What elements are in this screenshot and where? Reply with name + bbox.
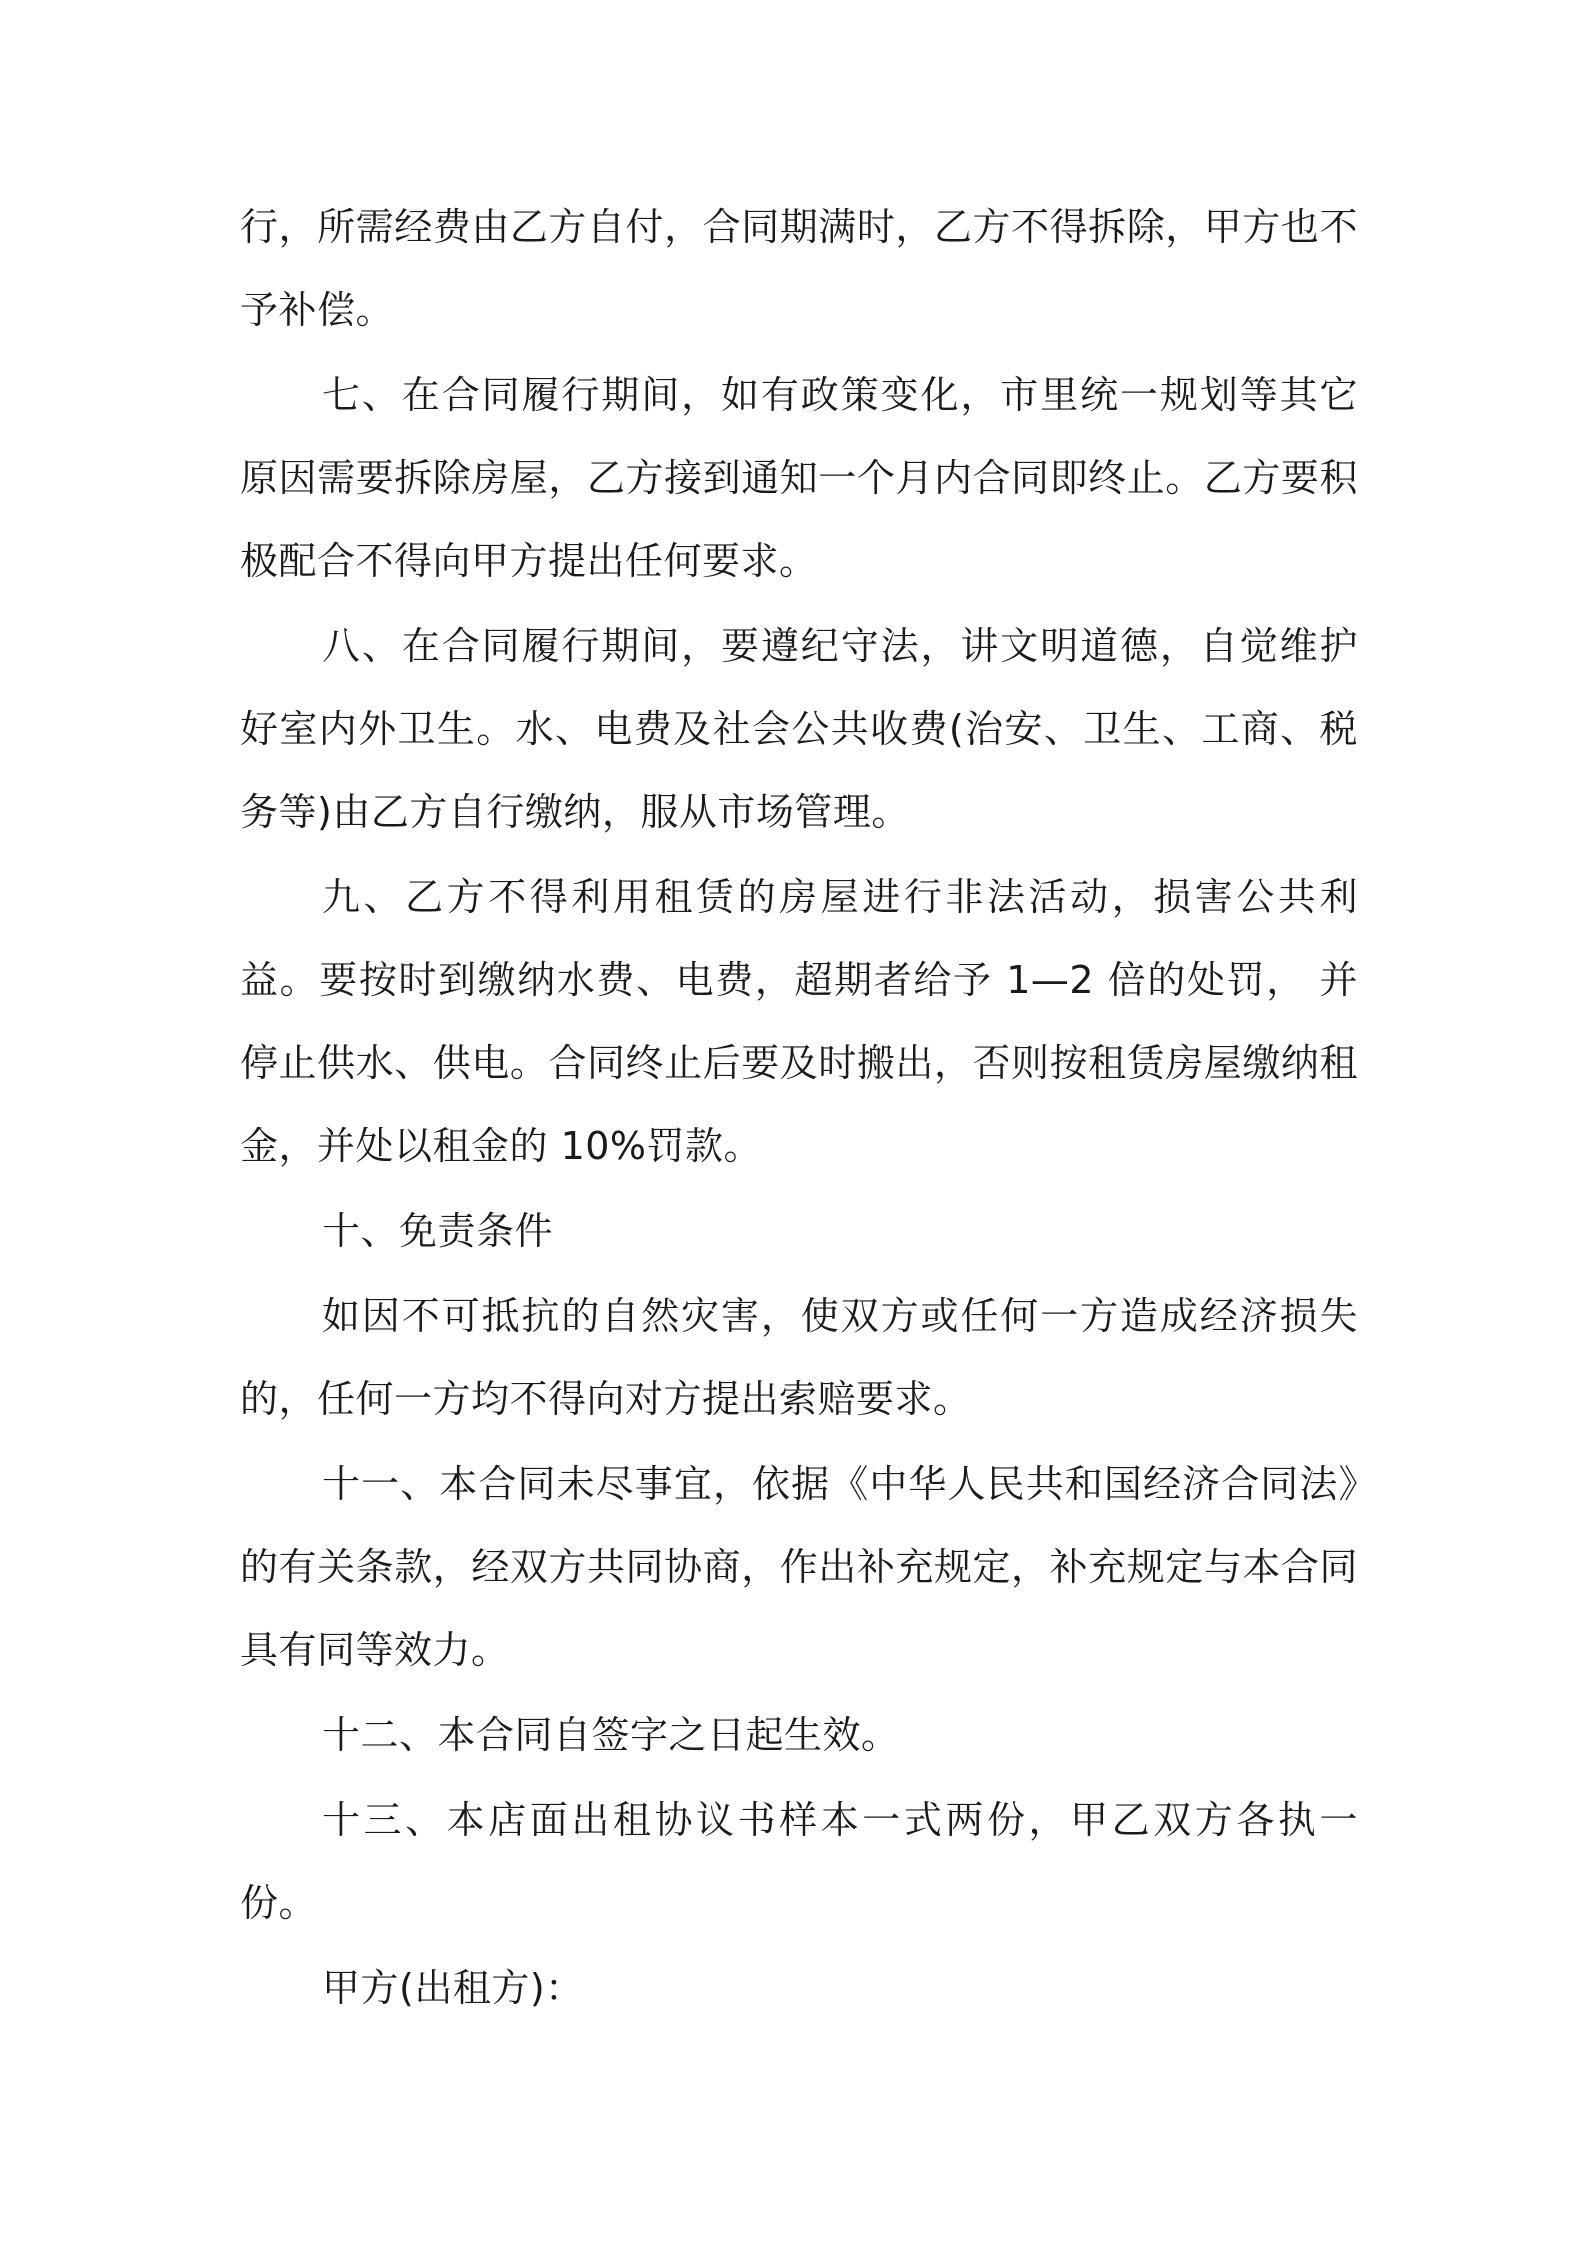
clause-10-force-majeure: 如因不可抵抗的自然灾害，使双方或任何一方造成经济损失的，任何一方均不得向对方提出索赔要求。: [240, 1294, 1358, 1421]
clause-7-policy-change: 七、在合同履行期间，如有政策变化，市里统一规划等其它原因需要拆除房屋，乙方接到通知一个月内合同即终止。乙方要积极配合不得向甲方提出任何要求。: [240, 373, 1358, 583]
clause-13-copies: 十三、本店面出租协议书样本一式两份，甲乙双方各执一份。: [240, 1798, 1358, 1925]
party-a-signature-label: 甲方(出租方)：: [322, 1966, 584, 2010]
clause-8-conduct-and-fees: 八、在合同履行期间，要遵纪守法，讲文明道德，自觉维护好室内外卫生。水、电费及社会公共收费(治安、卫生、工商、税务等)由乙方自行缴纳，服从市场管理。: [240, 624, 1358, 834]
clause-12-effective-date: 十二、本合同自签字之日起生效。: [322, 1713, 900, 1757]
paragraph-continuation: 行，所需经费由乙方自付，合同期满时，乙方不得拆除，甲方也不予补偿。: [240, 205, 1358, 332]
clause-9-illegal-use-and-penalties: 九、乙方不得利用租赁的房屋进行非法活动，损害公共利益。要按时到缴纳水费、电费，超期者给予 1—2 倍的处罚， 并停止供水、供电。合同终止后要及时搬出，否则按租赁房屋缴纳租金，并处以租金的 10%罚款。: [240, 875, 1358, 1168]
document-body: [240, 186, 1358, 2032]
clause-10-heading: 十、免责条件: [322, 1209, 554, 1253]
clause-11-supplementary: 十一、本合同未尽事宜，依据《中华人民共和国经济合同法》的有关条款，经双方共同协商，作出补充规定，补充规定与本合同具有同等效力。: [240, 1462, 1358, 1672]
